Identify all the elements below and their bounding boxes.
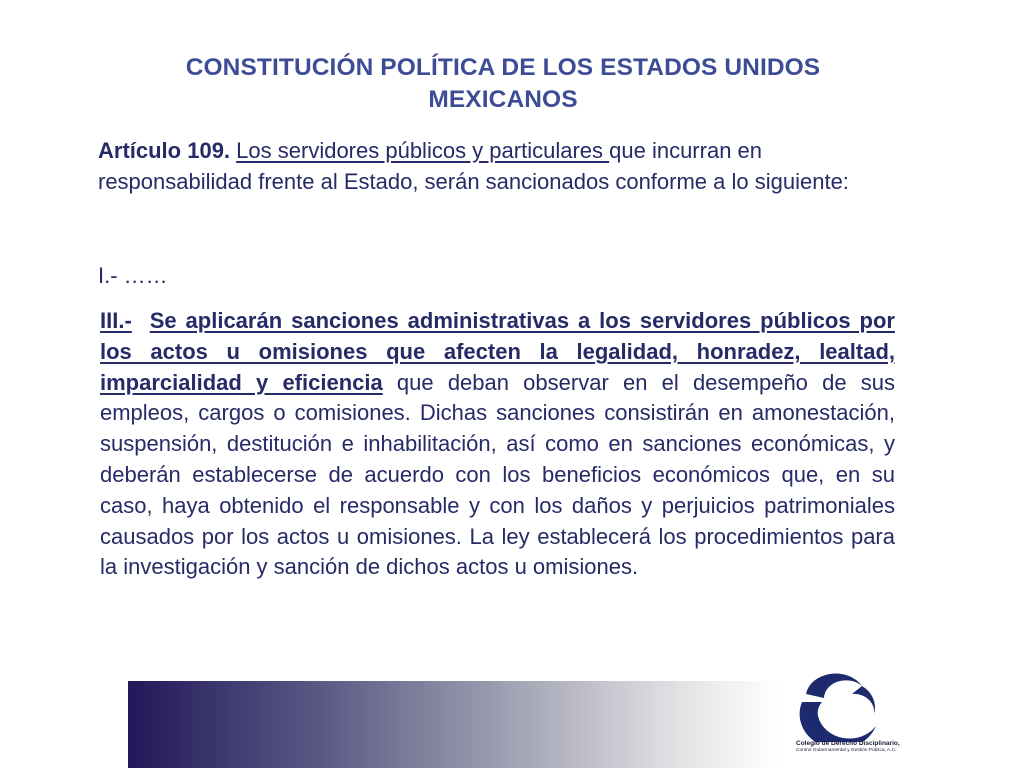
article-heading: Artículo 109. bbox=[98, 138, 231, 163]
article-body: que incurran en responsabilidad frente al Estado, serán sancionados conforme a lo siguiente: bbox=[98, 138, 849, 194]
college-logo bbox=[796, 672, 900, 768]
college-logo-icon bbox=[796, 672, 896, 742]
fraction-three-number: III.- bbox=[100, 308, 132, 333]
slide-title-line-2: MEXICANOS bbox=[428, 86, 578, 113]
fraction-three-text: que deban observar en el desempeño de sus empleos, cargos o comisiones. Dichas sanciones consistirán en amonestación, suspensión, destitución e inhabilitación, así como en sanciones económicas, y deberán establecerse de acuerdo con los beneficios económicos que, en su caso, haya obtenido el responsable y con los daños y perjuicios patrimoniales causados por los actos u omisiones. La ley establecerá los procedimientos para la investigación y sanción de dichos actos u omisiones. bbox=[100, 369, 895, 580]
fraction-one: I.- …… bbox=[98, 263, 168, 288]
footer-gradient-bar bbox=[128, 681, 780, 768]
college-name: Colegio de Derecho Disciplinario, bbox=[796, 740, 900, 747]
college-logo-text bbox=[796, 740, 906, 754]
college-subtitle: Control Gubernamental y Gestión Pública, A.C. bbox=[796, 748, 897, 753]
article-subject: Los servidores públicos y particulares bbox=[236, 138, 610, 163]
slide-title bbox=[120, 52, 886, 116]
fraction-three bbox=[100, 306, 895, 583]
fraction-three-underlined: Se aplicarán sanciones administrativas a los servidores públicos por los actos u omisiones que afecten la legalidad, honradez, lealtad, imparcialidad y eficiencia bbox=[100, 308, 895, 395]
article-intro bbox=[98, 136, 918, 197]
slide-title-line-1: CONSTITUCIÓN POLÍTICA DE LOS ESTADOS UNIDOS bbox=[185, 54, 821, 81]
